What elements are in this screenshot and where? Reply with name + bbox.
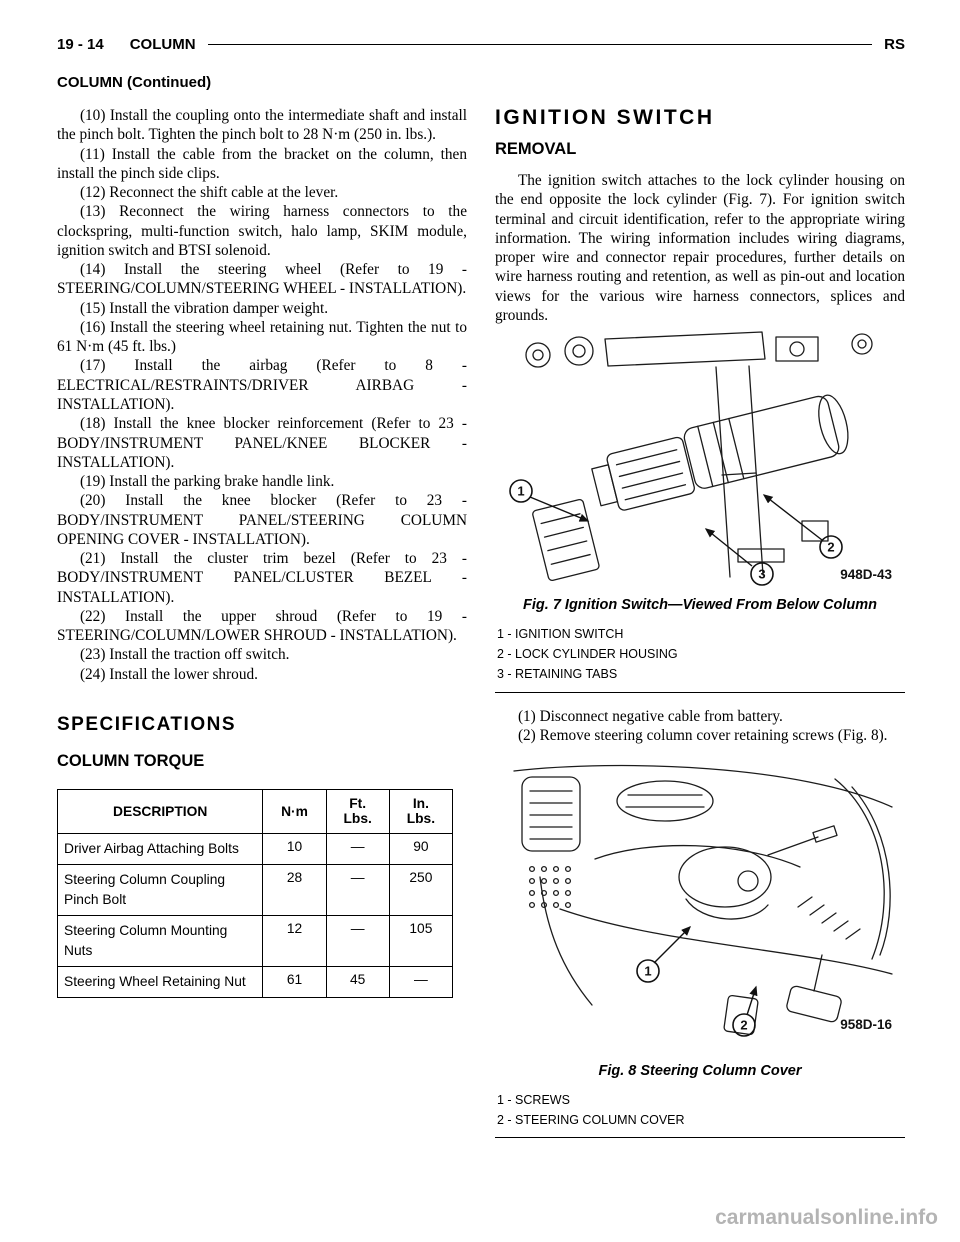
figure-8 (495, 757, 905, 1053)
continued-heading: COLUMN (Continued) (57, 74, 212, 91)
col-header-ft-line2: Lbs. (343, 811, 372, 827)
step-12: (12) Reconnect the shift cable at the lever. (79, 184, 339, 202)
watermark: carmanualsonline.info (715, 1206, 938, 1229)
step-17: (17) Install the airbag (Refer to 8 - ELECTRICAL/RESTRAINTS/DRIVER AIRBAG - INSTALLATION). (57, 357, 467, 413)
fig7-code: 948D-43 (840, 567, 892, 583)
fig7-caption: Fig. 7 Ignition Switch—Viewed From Below Column (523, 597, 877, 614)
row-inlbs: 90 (389, 833, 452, 864)
fig7-legend-item: 1 - IGNITION SWITCH (497, 627, 624, 642)
ignition-switch-heading: IGNITION SWITCH (495, 106, 715, 129)
row-ftlbs: — (326, 864, 389, 915)
step-21: (21) Install the cluster trim bezel (Refer to 23 - BODY/INSTRUMENT PANEL/CLUSTER BEZEL - INSTALLATION). (57, 550, 467, 606)
row-nm: 28 (263, 864, 326, 915)
row-nm: 10 (263, 833, 326, 864)
legend-separator (495, 1137, 905, 1138)
table-header-row (58, 789, 453, 833)
row-ftlbs: — (326, 915, 389, 966)
torque-spec-table (57, 789, 453, 998)
removal-step-2: (2) Remove steering column cover retaining screws (Fig. 8). (517, 726, 888, 744)
row-description: Steering Column Mounting Nuts (58, 915, 263, 966)
fig7-legend-item: 3 - RETAINING TABS (497, 667, 618, 682)
table-row (58, 915, 453, 966)
column-torque-heading: COLUMN TORQUE (57, 751, 205, 770)
fig8-code: 958D-16 (840, 1017, 892, 1033)
step-11: (11) Install the cable from the bracket on the column, then install the pinch side clips. (57, 145, 467, 182)
fig8-legend-item: 1 - SCREWS (497, 1093, 570, 1108)
table-row (58, 833, 453, 864)
row-ftlbs: 45 (326, 966, 389, 997)
fig7-callout-2: 2 (827, 539, 835, 555)
fig7-callout-3: 3 (758, 566, 766, 582)
row-description: Driver Airbag Attaching Bolts (58, 833, 263, 864)
fig8-callout-1: 1 (644, 963, 652, 979)
row-description: Steering Column Coupling Pinch Bolt (58, 864, 263, 915)
fig8-callout-2: 2 (740, 1017, 748, 1033)
col-header-nm: N·m (263, 789, 326, 833)
page-number: 19 - 14 (57, 36, 104, 53)
step-15: (15) Install the vibration damper weight. (79, 299, 329, 317)
step-18: (18) Install the knee blocker reinforcement (Refer to 23 - BODY/INSTRUMENT PANEL/KNEE BLOCKER - INSTALLATION). (57, 415, 467, 471)
fig7-legend (497, 625, 905, 683)
header-rule (208, 44, 873, 45)
step-19: (19) Install the parking brake handle link. (79, 473, 335, 491)
step-22: (22) Install the upper shroud (Refer to 19 - STEERING/COLUMN/LOWER SHROUD - INSTALLATION). (57, 607, 467, 645)
table-row (58, 864, 453, 915)
col-header-in-line1: In. (412, 796, 429, 812)
right-column (495, 106, 905, 1152)
fig7-callout-1: 1 (517, 483, 525, 499)
section-title: COLUMN (129, 36, 196, 53)
step-20: (20) Install the knee blocker (Refer to 23 - BODY/INSTRUMENT PANEL/STEERING COLUMN OPENING COVER - INSTALLATION). (57, 492, 467, 548)
row-inlbs: 250 (389, 864, 452, 915)
removal-heading: REMOVAL (495, 140, 577, 158)
two-column-body (57, 106, 905, 1152)
col-header-description: DESCRIPTION (58, 789, 263, 833)
running-header (57, 36, 905, 53)
row-ftlbs: — (326, 833, 389, 864)
step-14: (14) Install the steering wheel (Refer to 19 - STEERING/COLUMN/STEERING WHEEL - INSTALLATION). (57, 261, 467, 298)
step-23: (23) Install the traction off switch. (79, 646, 290, 664)
row-nm: 61 (263, 966, 326, 997)
col-header-ft-line1: Ft. (349, 796, 367, 812)
fig8-legend (497, 1091, 905, 1129)
row-nm: 12 (263, 915, 326, 966)
legend-separator (495, 692, 905, 693)
figure-7 (495, 325, 905, 587)
step-10: (10) Install the coupling onto the intermediate shaft and install the pinch bolt. Tighten the pinch bolt to 28 N·m (250 in. lbs.). (57, 107, 467, 144)
fig7-legend-item: 2 - LOCK CYLINDER HOUSING (497, 647, 678, 662)
col-header-ftlbs (326, 789, 389, 833)
step-13: (13) Reconnect the wiring harness connectors to the clockspring, multi-function switch, halo lamp, SKIM module, ignition switch and BTSI solenoid. (57, 203, 467, 259)
fig8-caption: Fig. 8 Steering Column Cover (598, 1063, 802, 1080)
row-inlbs: — (389, 966, 452, 997)
table-row (58, 966, 453, 997)
removal-step-1: (1) Disconnect negative cable from battery. (517, 707, 783, 725)
model-code: RS (884, 36, 905, 53)
fig8-legend-item: 2 - STEERING COLUMN COVER (497, 1113, 685, 1128)
figure-7-drawing (495, 325, 905, 587)
specifications-heading: SPECIFICATIONS (57, 713, 236, 735)
figure-8-drawing (495, 757, 905, 1053)
col-header-inlbs (389, 789, 452, 833)
left-column (57, 106, 467, 1152)
step-24: (24) Install the lower shroud. (79, 665, 258, 683)
step-16: (16) Install the steering wheel retaining nut. Tighten the nut to 61 N·m (45 ft. lbs.) (57, 318, 467, 356)
removal-paragraph: The ignition switch attaches to the lock cylinder housing on the end opposite the lock cylinder (Fig. 7). For ignition switch terminal and circuit identification, refer to the appropriate wiring information. The wiring information includes wiring diagrams, proper wire and connector repair procedures, further details on wire harness routing and retention, as well as pin-out and location views for the various wire harness connectors, splices and grounds. (495, 172, 905, 324)
col-header-in-line2: Lbs. (406, 811, 436, 827)
row-inlbs: 105 (389, 915, 452, 966)
row-description: Steering Wheel Retaining Nut (58, 966, 263, 997)
